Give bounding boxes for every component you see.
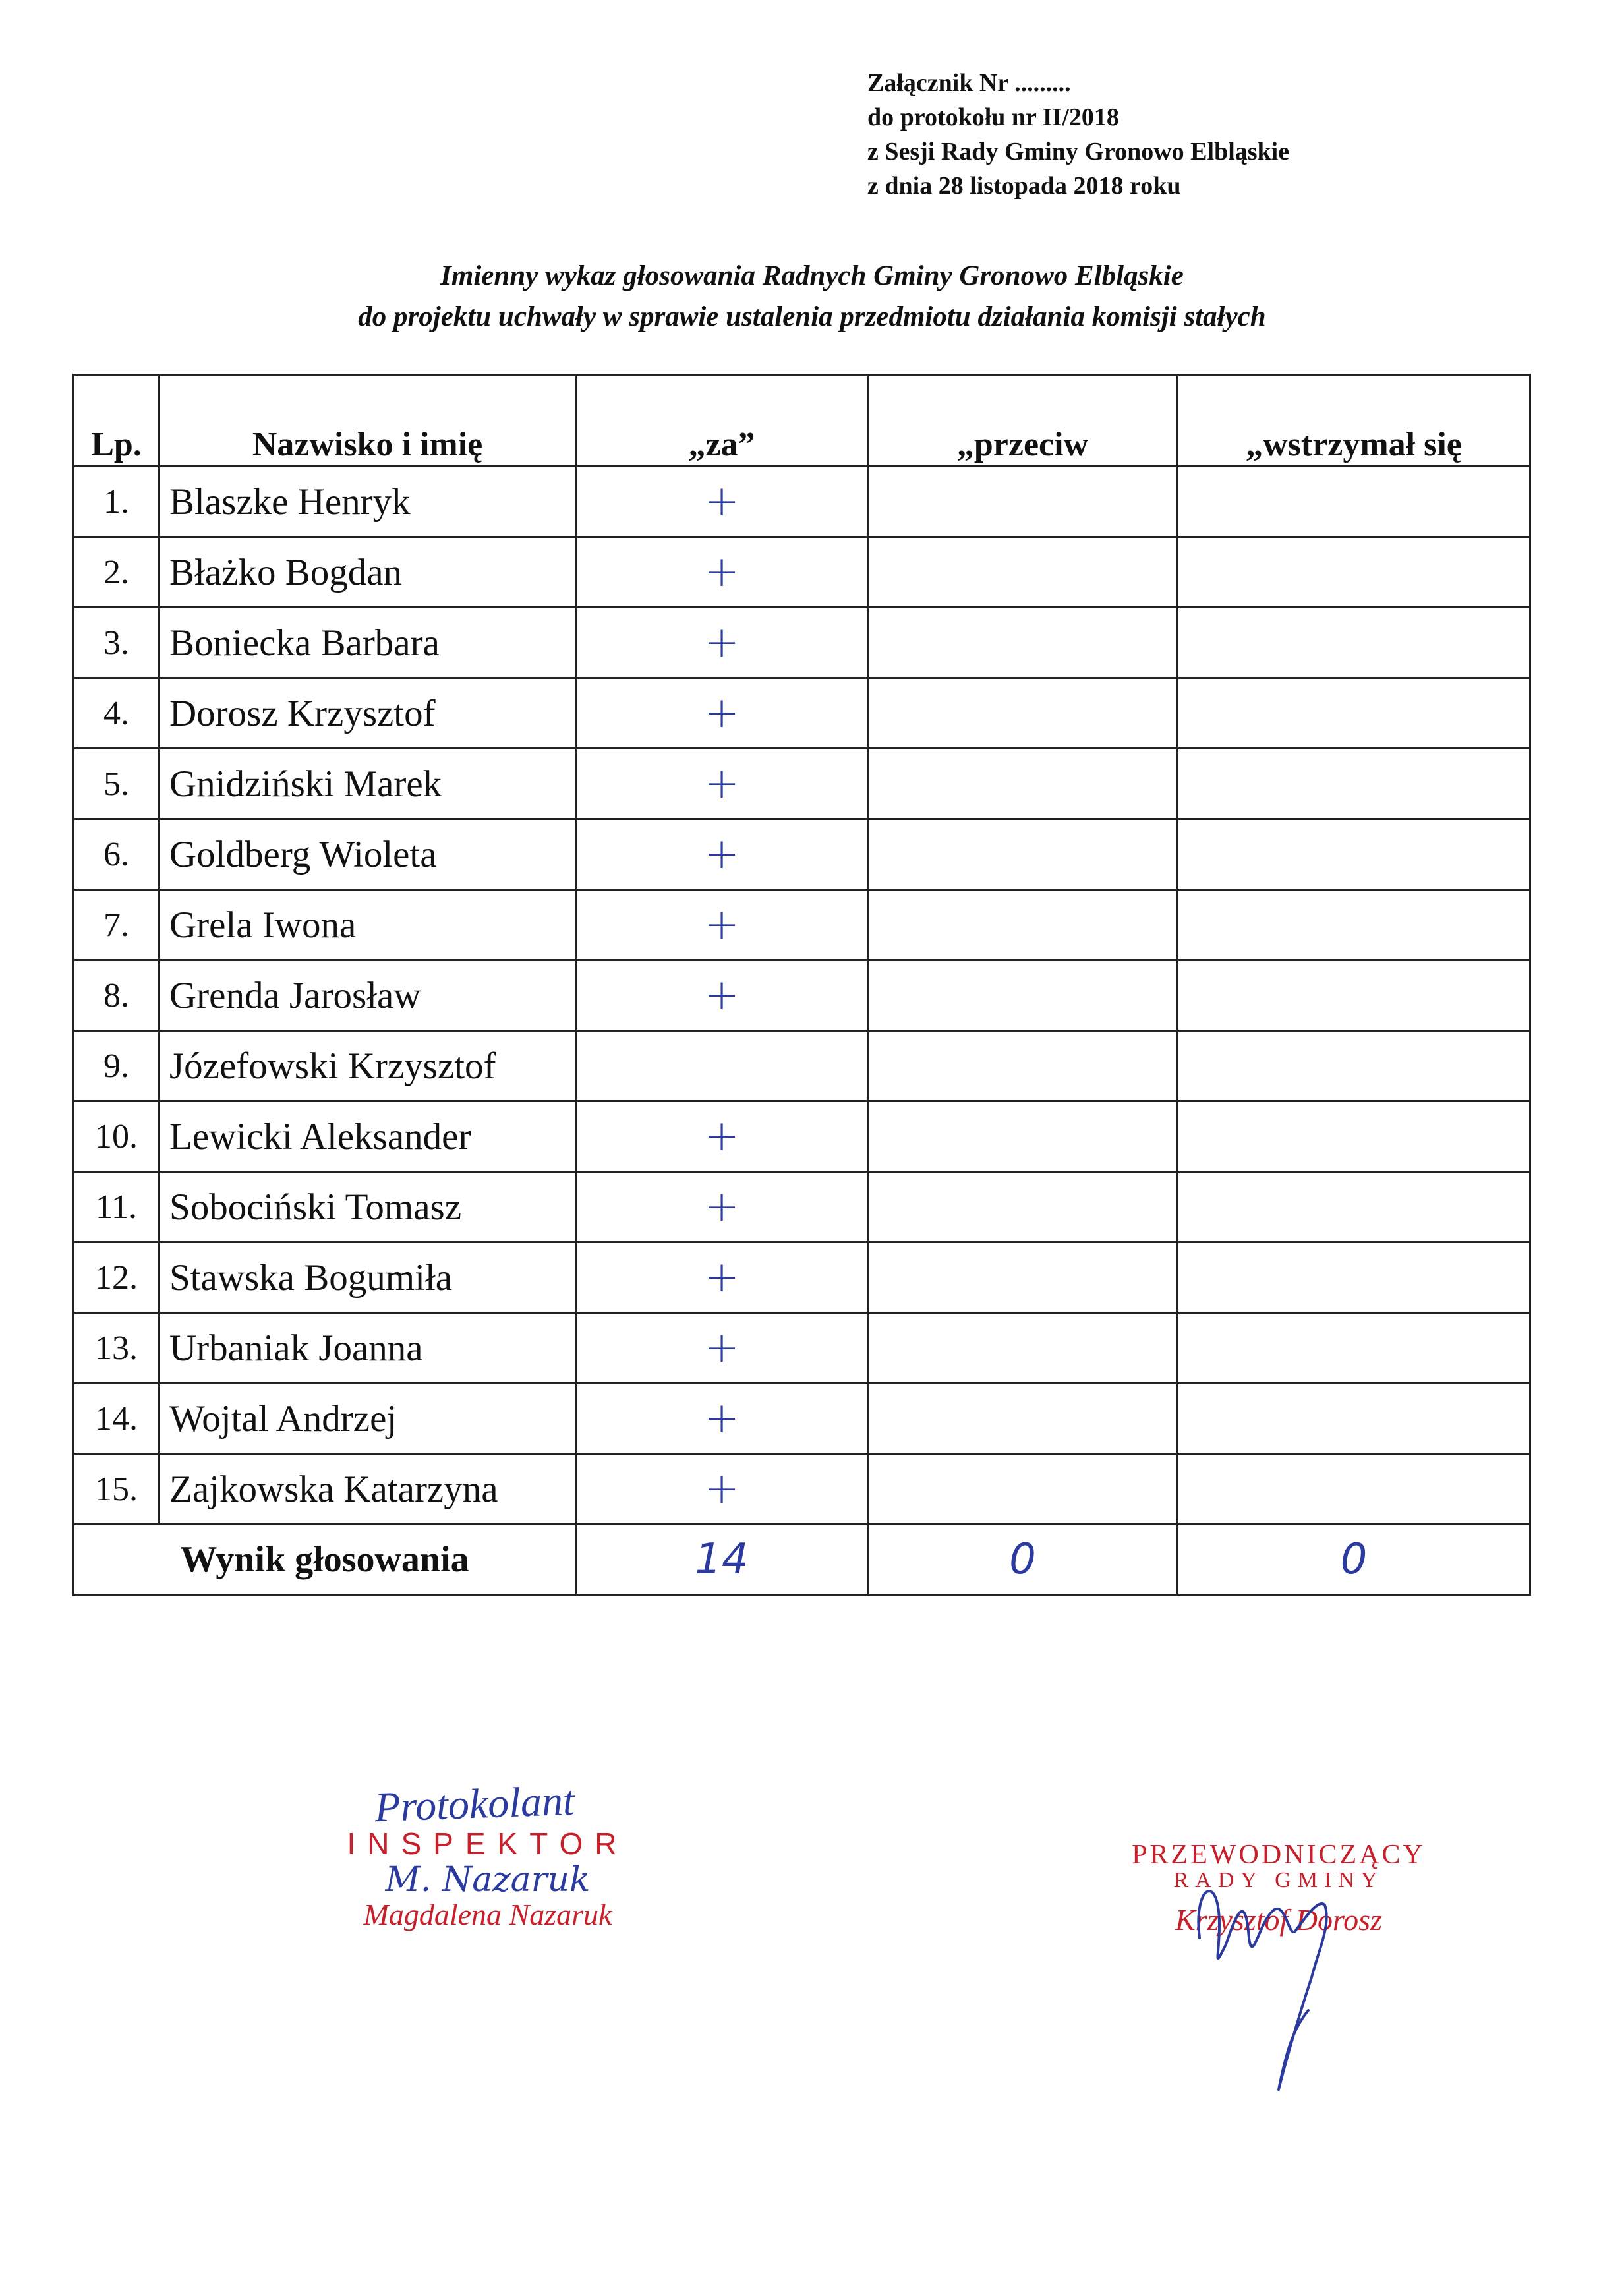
vote-przeciw <box>868 608 1178 678</box>
row-number: 15. <box>74 1454 160 1525</box>
row-number: 9. <box>74 1031 160 1101</box>
row-number: 2. <box>74 537 160 608</box>
councillor-name: Grela Iwona <box>160 890 576 960</box>
vote-za: + <box>576 1242 868 1313</box>
councillor-name: Gnidziński Marek <box>160 749 576 819</box>
table-row <box>74 960 1530 1031</box>
result-wstrzymal: 0 <box>1178 1525 1530 1595</box>
vote-przeciw <box>868 467 1178 537</box>
header-wstrzymal: „wstrzymał się <box>1178 375 1530 467</box>
vote-za: + <box>576 1454 868 1525</box>
signature-protokolant <box>323 1776 652 1932</box>
table-row <box>74 1454 1530 1525</box>
result-przeciw: 0 <box>868 1525 1178 1595</box>
vote-za: + <box>576 819 868 890</box>
table-row <box>74 1313 1530 1384</box>
row-number: 1. <box>74 467 160 537</box>
vote-wstrzymal <box>1178 890 1530 960</box>
vote-za: + <box>576 1384 868 1454</box>
table-header-row <box>74 375 1530 467</box>
vote-wstrzymal <box>1178 1172 1530 1242</box>
row-number: 3. <box>74 608 160 678</box>
session-date: z dnia 28 listopada 2018 roku <box>867 172 1181 200</box>
protocol-reference: do protokołu nr II/2018 <box>867 103 1119 131</box>
councillor-name: Sobociński Tomasz <box>160 1172 576 1242</box>
councillor-name: Stawska Bogumiła <box>160 1242 576 1313</box>
table-row <box>74 678 1530 749</box>
table-row <box>74 1172 1530 1242</box>
vote-wstrzymal <box>1178 678 1530 749</box>
attachment-number: Załącznik Nr ......... <box>867 69 1071 97</box>
councillor-name: Blaszke Henryk <box>160 467 576 537</box>
row-number: 14. <box>74 1384 160 1454</box>
table-row <box>74 608 1530 678</box>
protokolant-signature: M. Nazaruk <box>385 1860 591 1900</box>
chairman-stamp-title: PRZEWODNICZĄCY <box>1132 1840 1426 1870</box>
councillor-name: Urbaniak Joanna <box>160 1313 576 1384</box>
vote-wstrzymal <box>1178 1313 1530 1384</box>
councillor-name: Boniecka Barbara <box>160 608 576 678</box>
row-number: 12. <box>74 1242 160 1313</box>
vote-za: + <box>576 749 868 819</box>
vote-za: + <box>576 1313 868 1384</box>
vote-wstrzymal <box>1178 1454 1530 1525</box>
vote-za: + <box>576 1172 868 1242</box>
vote-wstrzymal <box>1178 1031 1530 1101</box>
result-row <box>74 1525 1530 1595</box>
table-row <box>74 819 1530 890</box>
table-row <box>74 1031 1530 1101</box>
vote-przeciw <box>868 1384 1178 1454</box>
vote-przeciw <box>868 537 1178 608</box>
protokolant-name: Magdalena Nazaruk <box>363 1898 612 1931</box>
councillor-name: Dorosz Krzysztof <box>160 678 576 749</box>
vote-przeciw <box>868 749 1178 819</box>
councillor-name: Błażko Bogdan <box>160 537 576 608</box>
inspektor-stamp: INSPEKTOR <box>347 1826 629 1861</box>
table-row <box>74 1242 1530 1313</box>
table-row <box>74 467 1530 537</box>
vote-wstrzymal <box>1178 537 1530 608</box>
table-row <box>74 1101 1530 1172</box>
row-number: 8. <box>74 960 160 1031</box>
vote-wstrzymal <box>1178 1384 1530 1454</box>
row-number: 4. <box>74 678 160 749</box>
vote-przeciw <box>868 1172 1178 1242</box>
document-title <box>0 256 1624 337</box>
vote-przeciw <box>868 1242 1178 1313</box>
session-reference: z Sesji Rady Gminy Gronowo Elbląskie <box>867 138 1290 165</box>
vote-przeciw <box>868 960 1178 1031</box>
header-name: Nazwisko i imię <box>160 375 576 467</box>
row-number: 13. <box>74 1313 160 1384</box>
councillor-name: Zajkowska Katarzyna <box>160 1454 576 1525</box>
table-row <box>74 1384 1530 1454</box>
vote-wstrzymal <box>1178 608 1530 678</box>
header-za: „za” <box>576 375 868 467</box>
vote-wstrzymal <box>1178 467 1530 537</box>
vote-za: + <box>576 678 868 749</box>
row-number: 7. <box>74 890 160 960</box>
vote-przeciw <box>868 678 1178 749</box>
vote-za: + <box>576 960 868 1031</box>
vote-za: + <box>576 608 868 678</box>
vote-przeciw <box>868 1031 1178 1101</box>
signature-chairman <box>1081 1839 1476 1937</box>
voting-table <box>72 374 1531 1596</box>
vote-przeciw <box>868 1101 1178 1172</box>
chairman-stamp-body: RADY GMINY <box>1173 1868 1384 1892</box>
vote-przeciw <box>868 1454 1178 1525</box>
vote-wstrzymal <box>1178 1101 1530 1172</box>
chairman-name: Krzysztof Dorosz <box>1175 1903 1382 1937</box>
document-header <box>867 66 1289 203</box>
vote-wstrzymal <box>1178 749 1530 819</box>
councillor-name: Wojtal Andrzej <box>160 1384 576 1454</box>
vote-za: + <box>576 890 868 960</box>
row-number: 11. <box>74 1172 160 1242</box>
header-lp: Lp. <box>74 375 160 467</box>
result-label: Wynik głosowania <box>74 1525 576 1595</box>
protokolant-label: Protokolant <box>374 1776 575 1831</box>
councillor-name: Lewicki Aleksander <box>160 1101 576 1172</box>
row-number: 5. <box>74 749 160 819</box>
table-row <box>74 537 1530 608</box>
row-number: 6. <box>74 819 160 890</box>
chairman-handwritten-signature <box>1120 1846 1397 2109</box>
vote-za: + <box>576 1101 868 1172</box>
vote-przeciw <box>868 1313 1178 1384</box>
table-row <box>74 749 1530 819</box>
councillor-name: Józefowski Krzysztof <box>160 1031 576 1101</box>
vote-wstrzymal <box>1178 1242 1530 1313</box>
title-line-1: Imienny wykaz głosowania Radnych Gminy Gronowo Elbląskie <box>440 260 1184 291</box>
header-przeciw: „przeciw <box>868 375 1178 467</box>
councillor-name: Goldberg Wioleta <box>160 819 576 890</box>
vote-za: + <box>576 537 868 608</box>
councillor-name: Grenda Jarosław <box>160 960 576 1031</box>
table-row <box>74 890 1530 960</box>
vote-przeciw <box>868 819 1178 890</box>
row-number: 10. <box>74 1101 160 1172</box>
vote-przeciw <box>868 890 1178 960</box>
result-za: 14 <box>576 1525 868 1595</box>
vote-za: + <box>576 467 868 537</box>
vote-wstrzymal <box>1178 960 1530 1031</box>
vote-wstrzymal <box>1178 819 1530 890</box>
vote-za <box>576 1031 868 1101</box>
title-line-2: do projektu uchwały w sprawie ustalenia przedmiotu działania komisji stałych <box>358 301 1266 332</box>
